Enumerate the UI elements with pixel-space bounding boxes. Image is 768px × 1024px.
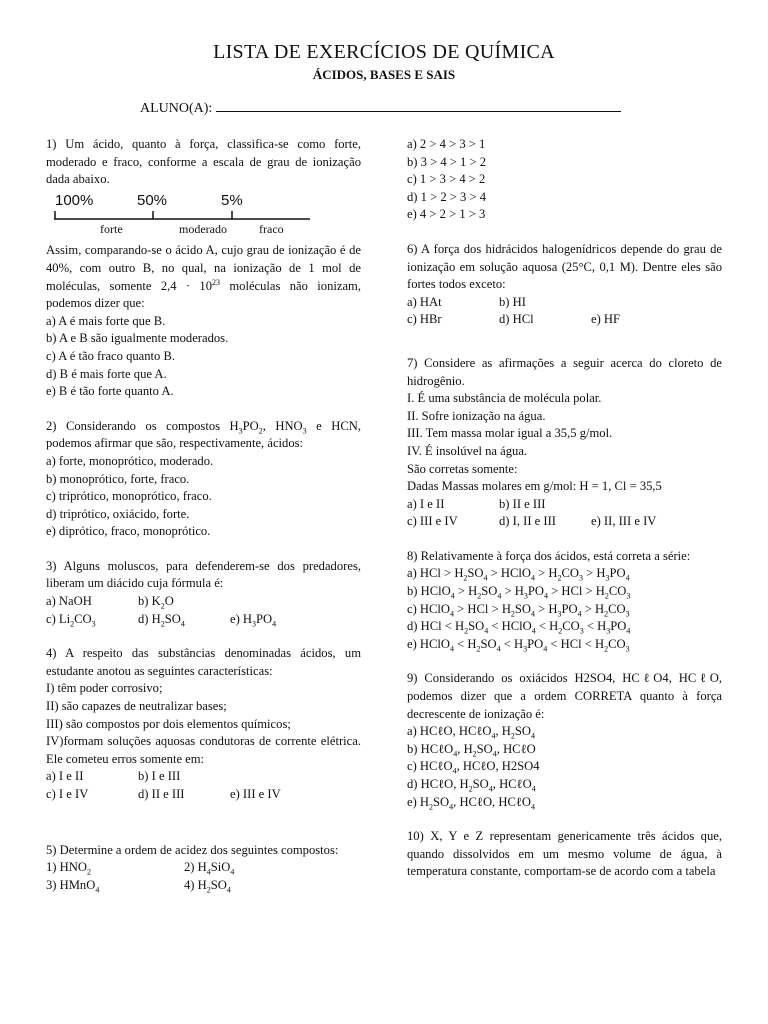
q5-option: b) 3 > 4 > 1 > 2 <box>407 154 487 169</box>
q6-text: 6) A força dos hidrácidos halogenídricos depende do grau de ionização em solução aquosa (25°C, 0,1 M). Dentre eles são fortes todos exceto: <box>407 241 722 292</box>
q1-intro: 1) Um ácido, quanto à força, classifica-se como forte, moderado e fraco, conforme a escala de grau de ionização dada abaixo. <box>46 137 361 187</box>
q2-option: b) monoprótico, forte, fraco. <box>46 471 190 486</box>
q4-item: III) são compostos por dois elementos químicos; <box>46 716 291 731</box>
q5-option: d) 1 > 2 > 3 > 4 <box>407 189 487 204</box>
q5-compounds-row-2 <box>46 877 361 895</box>
q3-option-a: a) NaOH <box>46 594 92 609</box>
q3-text: 3) Alguns moluscos, para defenderem-se dos predadores, liberam um diácido cuja fórmula é: <box>46 558 361 591</box>
q7-item: II. Sofre ionização na água. <box>407 408 546 423</box>
q3-option-d: d) $H_2SO_4$ <box>138 611 185 629</box>
q8-option-e: e) HClO$_4$ < $H_2SO_4 < H_3PO_4$ < HCl < $H_2CO_3$ <box>407 636 630 654</box>
q4-option: c) I e IV <box>46 787 89 801</box>
q7-option: c) III e IV <box>407 514 458 529</box>
q2-option: a) forte, monoprótico, moderado. <box>46 453 214 468</box>
q2-text: 2) Considerando os compostos $H_3PO_2$, $HNO_3$ e HCN, podemos afirmar que são, respectivamente, ácidos: <box>46 418 361 451</box>
q5-compound-3: 3) HMnO$_4$ <box>46 877 100 895</box>
q4-option: d) II e III <box>138 787 185 801</box>
q7-option: a) I e II <box>407 496 445 511</box>
q8-text: 8) Relativamente à força dos ácidos, está correta a série: <box>407 548 691 563</box>
q4-item: II) são capazes de neutralizar bases; <box>46 699 227 714</box>
q2-option: c) triprótico, monoprótico, fraco. <box>46 489 212 504</box>
q3-options-row-1 <box>46 593 361 611</box>
q7-option: d) I, II e III <box>499 514 556 529</box>
q9-option-d: d) HCℓO, $H_2SO_4$, HCℓO$_4$ <box>407 777 536 794</box>
q8-option-b: b) HClO$_4$ > $H_2SO_4 > H_3PO_4$ > HCl > $H_2CO_3$ <box>407 584 631 601</box>
q6-option: e) HF <box>591 312 621 327</box>
q7-item: São corretas somente: <box>407 461 518 476</box>
q7-item: I. É uma substância de molécula polar. <box>407 391 602 406</box>
question-4 <box>46 645 361 803</box>
q1-option: c) A é tão fraco quanto B. <box>46 348 176 363</box>
q3-option-c: c) $Li_2CO_3$ <box>46 611 96 629</box>
q7-option: b) II e III <box>499 496 546 511</box>
q4-option: e) III e IV <box>230 787 281 801</box>
question-8 <box>407 548 722 654</box>
scale-pct-50: 50% <box>137 191 168 209</box>
q1-option: a) A é mais forte que B. <box>46 313 166 328</box>
q6-options-row-2 <box>407 311 722 329</box>
student-name-line[interactable] <box>216 100 621 112</box>
question-6 <box>407 241 722 329</box>
q9-option-a: a) HCℓO, HCℓO$_4$, $H_2SO_4$ <box>407 724 535 741</box>
q3-option-e: e) $H_3PO_4$ <box>230 611 277 629</box>
q1-option: b) A e B são igualmente moderados. <box>46 331 229 346</box>
q7-item: IV. É insolúvel na água. <box>407 443 528 458</box>
q3-options-row-2 <box>46 611 361 629</box>
scale-label-fraco: fraco <box>259 221 284 236</box>
question-5 <box>46 842 361 895</box>
q5-compounds-row-1 <box>46 859 361 877</box>
q5-option: c) 1 > 3 > 4 > 2 <box>407 172 486 187</box>
q4-item: IV)formam soluções aquosas condutoras de corrente elétrica. Ele cometeu erros somente em: <box>46 734 361 766</box>
q9-text: 9) Considerando os oxiácidos H2SO4, HCℓO4, HCℓO, podemos dizer que a ordem CORRETA quanto à força decrescente de ionização é: <box>407 671 722 721</box>
q8-option-d: d) HCl < $H_2SO_4$ < HClO$_4$ < $H_2CO_3 < H_3PO_4$ <box>407 619 631 636</box>
q6-option: c) HBr <box>407 312 442 327</box>
q5-text: 5) Determine a ordem de acidez dos seguintes compostos: <box>46 842 339 857</box>
q6-option: b) HI <box>499 294 526 309</box>
q8-option-c: c) HClO$_4$ > HCl > $H_2SO_4 > H_3PO_4 > H_2CO_3$ <box>407 601 630 619</box>
page-subtitle: ÁCIDOS, BASES E SAIS <box>312 67 456 82</box>
scale-pct-5: 5% <box>221 191 243 209</box>
q7-option: e) II, III e IV <box>591 514 657 529</box>
q10-text: 10) X, Y e Z representam genericamente três ácidos que, quando dissolvidos em um mesmo volume de água, à temperatura constante, comportam-se de acordo com a tabela <box>407 829 722 879</box>
q4-item: I) têm poder corrosivo; <box>46 681 163 696</box>
q6-options-row-1 <box>407 294 722 312</box>
q7-options-row-2 <box>407 513 722 531</box>
q6-option: d) HCl <box>499 312 534 327</box>
q1-option: e) B é tão forte quanto A. <box>46 384 174 399</box>
q7-text: 7) Considere as afirmações a seguir acerca do cloreto de hidrogênio. <box>407 355 722 388</box>
q3-option-b: b) $K_2O$ <box>138 594 174 611</box>
q7-options-row-1 <box>407 496 722 514</box>
question-9 <box>407 670 722 811</box>
student-name-field[interactable] <box>140 100 621 118</box>
scale-pct-100: 100% <box>55 191 94 209</box>
q5-compound-1: 1) $HNO_2$ <box>46 860 91 877</box>
q4-option: b) I e III <box>138 769 181 784</box>
student-label: ALUNO(A): <box>140 101 213 116</box>
q2-option: e) diprótico, fraco, monoprótico. <box>46 524 211 539</box>
scale-label-forte: forte <box>100 221 123 236</box>
q1-statement: Assim, comparando-se o ácido A, cujo grau de ionização é de 40%, com outro B, no qual, na ionização de 1 mol de moléculas, somente $2,4 \cdot 10^{23}$ moléculas não ionizam, podemos dizer que: <box>46 243 361 311</box>
page-title: LISTA DE EXERCÍCIOS DE QUÍMICA <box>213 41 555 63</box>
q5-option: a) 2 > 4 > 3 > 1 <box>407 137 486 151</box>
ionization-scale <box>46 191 361 237</box>
q9-option-c: c) HCℓO$_4$, HCℓO, H2SO4 <box>407 759 540 776</box>
q7-item: III. Tem massa molar igual a 35,5 g/mol. <box>407 426 613 441</box>
right-column <box>407 136 722 898</box>
question-2 <box>46 418 361 541</box>
q7-item: Dadas Massas molares em g/mol: H = 1, Cl = 35,5 <box>407 479 662 494</box>
q6-option: a) HAt <box>407 294 442 309</box>
question-3 <box>46 558 361 628</box>
q4-text: 4) A respeito das substâncias denominadas ácidos, um estudante anotou as seguintes características: <box>46 646 361 678</box>
question-7 <box>407 355 722 531</box>
scale-label-moderado: moderado <box>179 221 227 236</box>
q2-option: d) triprótico, oxiácido, forte. <box>46 506 190 521</box>
q1-option: d) B é mais forte que A. <box>46 366 167 381</box>
q4-options-row-1 <box>46 768 361 786</box>
q5-compound-4: 4) $H_2SO_4$ <box>184 877 231 895</box>
question-1 <box>46 136 361 401</box>
q9-option-b: b) HCℓO$_4$, $H_2SO_4$, HCℓO <box>407 741 536 759</box>
q9-option-e: e) $H_2SO_4$, HCℓO, HCℓO$_4$ <box>407 794 535 812</box>
q5-compound-2: 2) $H_4SiO_4$ <box>184 860 235 877</box>
q8-option-a: a) HCl > $H_2SO_4$ > HClO$_4$ > $H_2CO_3 > H_3PO_4$ <box>407 566 630 583</box>
question-10 <box>407 828 722 881</box>
q4-option: a) I e II <box>46 769 84 784</box>
q4-options-row-2 <box>46 786 361 804</box>
question-5-options <box>407 136 722 224</box>
q5-option: e) 4 > 2 > 1 > 3 <box>407 207 486 222</box>
left-column <box>46 136 361 911</box>
